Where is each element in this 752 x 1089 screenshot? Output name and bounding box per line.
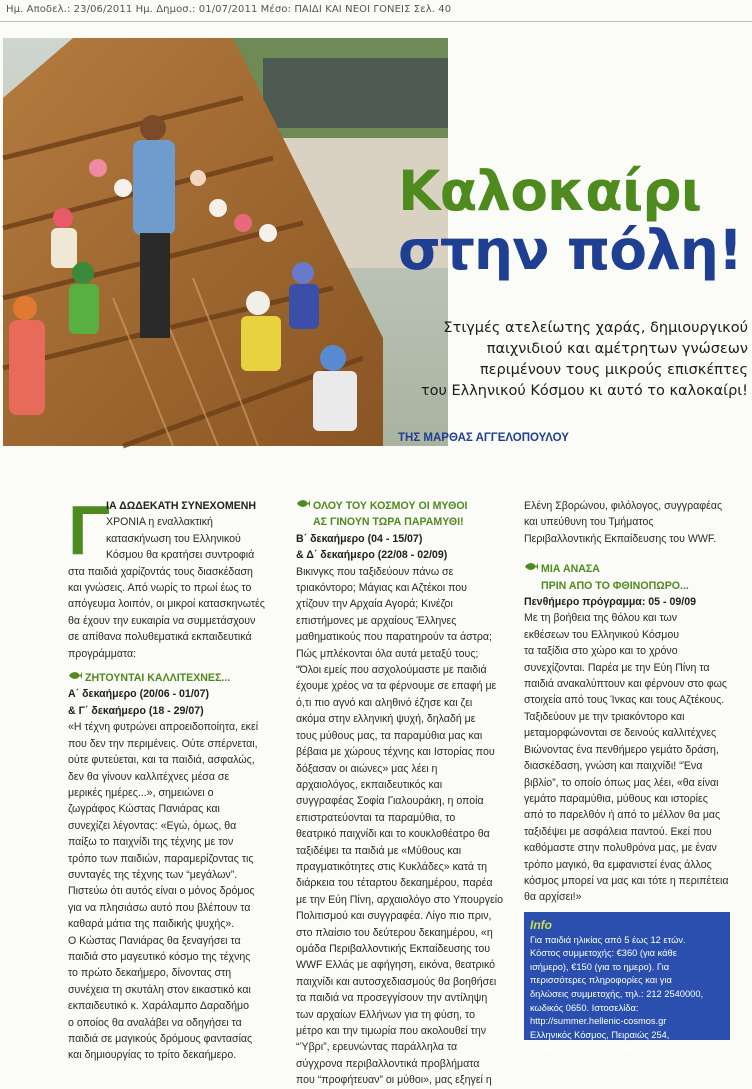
text-line: συγγραφέας Σοφία Γιαλουράκη, η οποία [296, 795, 484, 808]
text-line: Κόστος συμμετοχής: €360 (για κάθε [530, 948, 677, 959]
column-1 [68, 491, 290, 1064]
section-title-text: ΠΡΙΝ ΑΠΟ ΤΟ ΦΘΙΝΟΠΩΡΟ... [541, 579, 689, 592]
lead-line: του Ελληνικού Κόσμου κι αυτό το καλοκαίρι! [420, 383, 748, 399]
text-line: παιδιά στο μαγευτικό κόσμο της τέχνης [68, 950, 251, 963]
text-line: μεταμορφώνονται σε δεινούς καλλιτέχνες [524, 727, 717, 740]
text-line: κόσμος μπορεί να μας και τότε η περιπέτεια [524, 874, 729, 887]
text-line: δόξασαν οι αιώνες» μας λέει η [296, 762, 438, 775]
section-title-text: ΜΙΑ ΑΝΑΣΑ [541, 563, 600, 576]
lead-line: περιμένουν τους μικρούς επισκέπτες [479, 362, 748, 378]
text-line: επιστήμονες με αρχαίους Έλληνες [296, 614, 457, 627]
intro-line: και γνώσεις. Από νωρίς το πρωί έως το [68, 582, 252, 595]
clipping-header: Ημ. Αποδελ.: 23/06/2011 Ημ. Δημοσ.: 01/07/2011 Μέσο: ΠΑΙΔΙ ΚΑΙ ΝΕΟΙ ΓΟΝΕΙΣ Σελ. 40 [6, 4, 452, 15]
article-lead [380, 318, 748, 402]
section-body [524, 610, 739, 905]
text-line: συνέχεια τη σκυτάλη στον εικαστικό και [68, 983, 251, 996]
text-line: μέτρο και την τιμωρία που ακολουθεί την [296, 1025, 487, 1037]
section-dates: Α΄ δεκαήμερο (20/06 - 01/07) [68, 688, 210, 701]
section-dates: Πενθήμερο πρόγραμμα: 05 - 09/09 [524, 596, 696, 609]
section-dates: Β΄ δεκαήμερο (04 - 15/07) [296, 532, 423, 545]
text-line: παίξω το παιχνίδι της τέχνης με τον [68, 836, 234, 849]
fish-icon [524, 562, 538, 571]
text-line: συνεχίζονται. Παρέα με την Εύη Πίνη τα [524, 661, 710, 674]
text-line: διασκέδαση, γνώση και παιχνίδι! “Ένα [524, 760, 703, 773]
info-title: Info [530, 918, 552, 932]
text-line: μερικές ημέρες...», σημειώνει ο [68, 786, 214, 799]
text-line: Για παιδιά ηλικίας από 5 έως 12 ετών. [530, 934, 686, 945]
text-line: βέβαια με χώρους τέχνης και Ιστορίας που [296, 746, 495, 759]
text-line: WWF Ελλάς με αφήγηση, εικόνα, θεατρικό [296, 959, 496, 972]
section-title [524, 561, 739, 577]
text-line: θα αρχίσει!» [524, 891, 582, 904]
text-line: δεν θα γίνουν καλλιτέχνες μέσα σε [68, 770, 230, 783]
intro-line: σε απίθανα πολυθεματικά εκπαιδευτικά [68, 631, 252, 644]
text-line: ισήμερο), €150 (για το ημερο). Για [530, 961, 670, 972]
text-line: συνταγές της τέχνης των “μεγάλων”. [68, 868, 238, 881]
section-title-text: ΟΛΟΥ ΤΟΥ ΚΟΣΜΟΥ ΟΙ ΜΥΘΟΙ [313, 500, 468, 512]
text-line: με την Εύη Πίνη, αρχαιολόγο στο Υπουργείο [296, 893, 504, 906]
title-line-2: στην πόλη! [398, 218, 743, 283]
section-title [68, 670, 290, 686]
info-box [524, 912, 730, 1054]
text-line: ομάδα Περιβαλλοντικής Εκπαίδευσης του [296, 942, 491, 955]
text-line: εκπαιδευτικό κ. Χαράλαμπο Δαραδήμο [68, 1000, 250, 1013]
text-line: συνεχίζει λέγοντας: «Εγώ, όμως, θα [68, 819, 237, 832]
fish-icon [68, 671, 82, 680]
text-line: και δημιουργίας το τρίτο δεκαήμερο. [68, 1049, 237, 1062]
text-line: διάρκεια του τέταρτου δεκαημέρου, παρέα [296, 877, 493, 890]
text-line: στο πλαίσιο του δεύτερου δεκαημέρου, «η [296, 926, 493, 939]
text-line: ό,τι πιο αγνό και αληθινό έζησε και ζει [296, 696, 473, 709]
text-line: από το παρελθόν ή από το μέλλον θα μας [524, 809, 721, 822]
text-line: γεμάτο παραμύθια, μύθους και ιστορίες [524, 792, 708, 805]
text-line: ζωγράφος Κώστας Πανιάρας και [68, 803, 220, 816]
intro-line: απόγευμα λοιπόν, οι μικροί κατασκηνωτές [68, 598, 265, 611]
text-line: Πολιτισμού και συγγραφέα. Λίγο πιο πριν, [296, 910, 492, 923]
intro-line: και υπεύθυνη του Τμήματος [524, 516, 654, 529]
text-line: παιδιά σε μαγικούς δρόμους φαντασίας [68, 1033, 253, 1045]
text-line: Ταξιδεύουν με την τριακόντορο και [524, 710, 685, 723]
text-line: παιδιά ανακαλύπτουν και φέρνουν στο φως [524, 678, 727, 691]
text-line: των αρχαίων Ελλήνων για τη φύση, το [296, 1008, 475, 1021]
text-line: Πώς μπλέκονται όλα αυτά μεταξύ τους; [296, 647, 479, 660]
text-line: ο οποίος θα αναλάβει να οδηγήσει τα [68, 1016, 242, 1029]
text-line: τριακόντορο; Μάγιας και Αζτέκοι που [296, 582, 467, 595]
text-line: για να πλησιάσω αυτό που βλέπουν τα [68, 901, 251, 914]
text-line: μαθηματικούς που παρατηρούν τα άστρα; [296, 631, 492, 644]
section-title-text: ΖΗΤΟΥΝΤΑΙ ΚΑΛΛΙΤΕΧΝΕΣ... [85, 672, 231, 685]
text-line: αρχαιολόγος, εκπαιδευτικός και [296, 778, 443, 791]
article-title [398, 159, 748, 283]
text-line: “Όλοι εμείς που ασχολούμαστε με παιδιά [296, 664, 487, 677]
intro-line: ΧΡΟΝΙΑ η εναλλακτική [106, 516, 213, 529]
text-line: τα ταξίδια στο χώρο και το χρόνο [524, 645, 678, 658]
text-line: Με τη βοήθεια της θόλου και των [524, 612, 678, 625]
section-body [296, 564, 518, 1089]
author-byline: ΤΗΣ ΜΑΡΘΑΣ ΑΓΓΕΛΟΠΟΥΛΟΥ [398, 432, 569, 444]
text-line: τρόπο των παιδιών, παραμερίζοντας τις [68, 852, 254, 865]
text-line: Βικινγκς που ταξιδεύουν πάνω σε [296, 565, 454, 578]
text-line: πραγματικότητες στις Κυκλάδες» κατά τη [296, 860, 488, 873]
text-line: ακόμα στην ελληνική ψυχή, δηλαδή με [296, 713, 476, 726]
text-line: Ο Κώστας Πανιάρας θα ξεναγήσει τα [68, 934, 241, 947]
lead-line: παιχνιδιού και αμέτρητων γνώσεων [486, 341, 748, 357]
text-line: ταξιδέψει τα παιδιά με «Μύθους και [296, 844, 462, 857]
text-line: καθόμαστε στην πολυθρόνα μας, με έναν [524, 842, 717, 855]
text-line: Βιώνοντας ένα πενθήμερο γεμάτο δράση, [524, 743, 719, 756]
info-lines [530, 934, 723, 1056]
text-line: σύγχρονα περιβαλλοντικά προβλήματα [296, 1057, 480, 1070]
section-title-text: ΑΣ ΓΙΝΟΥΝ ΤΩΡΑ ΠΑΡΑΜΥΘΙ! [313, 516, 464, 529]
text-line: κωδικός 0650. Ιστοσελίδα: [530, 1002, 639, 1013]
text-line: ούτε φυτεύεται, και τα παιδιά, ασφαλώς, [68, 754, 255, 767]
drop-cap: Γ [68, 491, 111, 569]
header-divider [0, 21, 752, 22]
intro-line: Ελένη Σβορώνου, φιλόλογος, συγγραφέας [524, 500, 723, 512]
text-line: παιχνίδι και αυτοσχεδιασμούς θα βοηθήσει [296, 975, 497, 988]
text-line: θεατρικό παιχνίδι και το κουκλοθέατρο θα [296, 828, 490, 841]
section-dates: & Δ΄ δεκαήμερο (22/08 - 02/09) [296, 549, 448, 562]
title-line-1: Καλοκαίρι [398, 159, 702, 223]
text-line: βιβλίο”, το οποίο όπως μας λέει, «θα είναι [524, 776, 719, 789]
section-title [296, 498, 518, 514]
column-3 [524, 498, 739, 906]
intro-line: Κόσμου θα κρατήσει συντροφιά [106, 549, 255, 562]
intro-line: Περιβαλλοντικής Εκπαίδευσης του WWF. [524, 532, 717, 545]
intro-line: προγράμματα: [68, 647, 137, 660]
text-line: επιστρατεύονται τα παραμύθια, το [296, 811, 456, 824]
intro-line: κατασκήνωση του Ελληνικού [106, 532, 241, 545]
fish-icon [296, 499, 310, 508]
text-line: Ταύρος, τηλ.: 212 2540000. [530, 1043, 644, 1054]
text-line: στοιχεία από τους Ίνκας και τους Αζτέκους. [524, 694, 725, 707]
section-dates: & Γ΄ δεκαήμερο (18 - 29/07) [68, 704, 204, 717]
text-line: δηλώσεις συμμετοχής, τηλ.: 212 2540000, [530, 988, 704, 999]
lead-line: Στιγμές ατελείωτης χαράς, δημιουργικού [443, 320, 748, 336]
section-body [68, 719, 290, 1064]
text-line: περισσότερες πληροφορίες και για [530, 975, 672, 986]
text-line: “Ύβρι”, ερευνώντας παράλληλα τα [296, 1041, 458, 1054]
text-line: έχουμε χρέος να τα φέρνουμε σε επαφή με [296, 680, 497, 693]
text-line: Πιστεύω ότι αυτός είναι ο μόνος δρόμος [68, 885, 255, 898]
intro-line: στα παιδιά χαρίζοντάς τους διασκέδαση [68, 565, 253, 578]
text-line: ταξιδέψει με ασφάλεια παντού. Εκεί που [524, 825, 712, 838]
intro-line: θα έχουν την ευκαιρία να συμμετάσχουν [68, 614, 256, 627]
text-line: http://summer.hellenic-cosmos.gr [530, 1016, 667, 1027]
text-line: τους μύθους μας, τα παραμύθια μας και [296, 729, 483, 742]
column-2 [296, 498, 518, 1089]
text-line: που “προφήτευαν” οι μύθοι», μας εξηγεί η [296, 1074, 492, 1087]
text-line: που δεν την περιμένεις. Ούτε σπέρνεται, [68, 737, 258, 750]
intro-line: ΙΑ ΔΩΔΕΚΑΤΗ ΣΥΝΕΧΟΜΕΝΗ [106, 500, 257, 512]
text-line: χτίζουν την Αρχαία Αγορά; Κινέζοι [296, 598, 453, 611]
text-line: Ελληνικός Κόσμος, Πειραιώς 254, [530, 1029, 670, 1040]
text-line: «Η τέχνη φυτρώνει απροειδοποίητα, εκεί [68, 721, 259, 734]
text-line: το πρώτο δεκαήμερο, δίνοντας στη [68, 967, 232, 980]
text-line: εκθέσεων του Ελληνικού Κόσμου [524, 628, 680, 641]
text-line: καθαρά μάτια της παιδικής ψυχής». [68, 918, 235, 931]
text-line: τρόπο μαγικό, θα εμφανιστεί ένας άλλος [524, 858, 712, 871]
text-line: τα παιδιά να προσεγγίσουν την αντίληψη [296, 992, 488, 1005]
